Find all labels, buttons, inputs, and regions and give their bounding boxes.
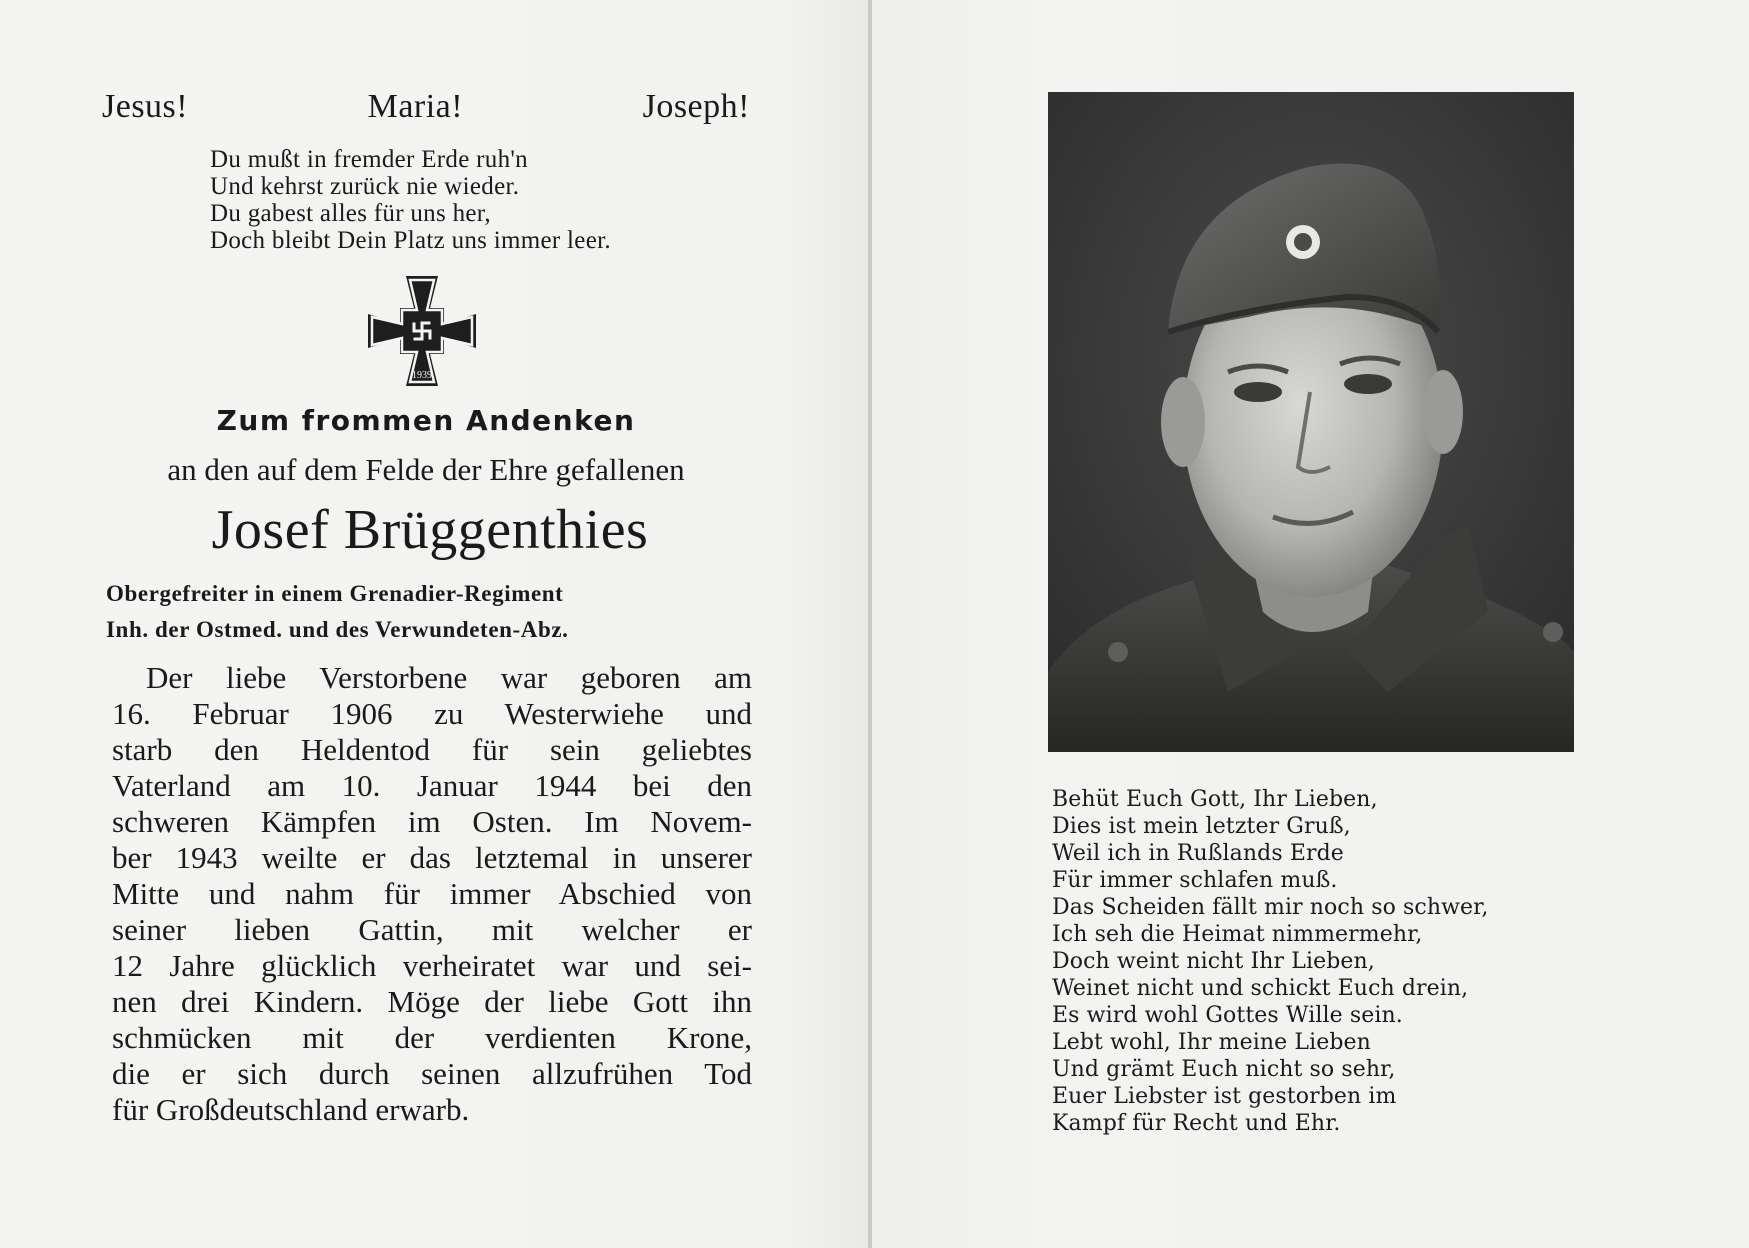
- farewell-poem-line: Und grämt Euch nicht so sehr,: [1052, 1057, 1396, 1082]
- farewell-poem-line: Behüt Euch Gott, Ihr Lieben,: [1052, 787, 1378, 812]
- biography-line: starb den Heldentod für sein geliebtes: [112, 732, 752, 767]
- deceased-name: Josef Brüggenthies: [211, 499, 649, 561]
- biography-line: Der liebe Verstorbene war geboren am: [146, 660, 752, 695]
- heading: Zum frommen Andenken: [216, 404, 636, 437]
- iron-cross-year: 1939: [412, 370, 432, 381]
- invocation-joseph: Joseph!: [642, 88, 750, 125]
- farewell-poem-line: Weil ich in Rußlands Erde: [1052, 841, 1344, 866]
- soldier-portrait-icon: [1048, 92, 1574, 752]
- invocation-maria: Maria!: [367, 88, 464, 125]
- biography-line: für Großdeutschland erwarb.: [112, 1092, 470, 1127]
- farewell-poem-line: Euer Liebster ist gestorben im: [1052, 1084, 1397, 1109]
- biography-line: die er sich durch seinen allzufrühen Tod: [112, 1056, 752, 1091]
- rank-line: Inh. der Ostmed. und des Verwundeten-Abz.: [106, 617, 569, 642]
- farewell-poem-line: Weinet nicht und schickt Euch drein,: [1052, 976, 1469, 1001]
- opening-poem-line: Du mußt in fremder Erde ruh'n: [210, 146, 528, 173]
- rank-line: Obergefreiter in einem Grenadier-Regiment: [106, 581, 564, 606]
- farewell-poem-line: Für immer schlafen muß.: [1052, 868, 1338, 893]
- invocation-jesus: Jesus!: [102, 88, 189, 125]
- opening-poem-line: Doch bleibt Dein Platz uns immer leer.: [210, 227, 611, 254]
- biography-line: Mitte und nahm für immer Abschied von: [112, 876, 752, 911]
- opening-poem-line: Du gabest alles für uns her,: [210, 200, 491, 227]
- farewell-poem: [1052, 786, 1572, 1137]
- biography-line: 16. Februar 1906 zu Westerwiehe und: [112, 696, 752, 731]
- biography-line: schmücken mit der verdienten Krone,: [112, 1020, 752, 1055]
- farewell-poem-line: Lebt wohl, Ihr meine Lieben: [1052, 1030, 1371, 1055]
- biography: [112, 660, 752, 1128]
- farewell-poem-line: Es wird wohl Gottes Wille sein.: [1052, 1003, 1403, 1028]
- subheading: an den auf dem Felde der Ehre gefallenen: [167, 452, 685, 487]
- opening-poem: [210, 146, 770, 254]
- biography-line: ber 1943 weilte er das letztemal in unserer: [112, 840, 752, 875]
- farewell-poem-line: Das Scheiden fällt mir noch so schwer,: [1052, 895, 1489, 920]
- biography-line: schweren Kämpfen im Osten. Im Novem-: [112, 804, 752, 839]
- invocation-line: [102, 88, 750, 126]
- opening-poem-line: Und kehrst zurück nie wieder.: [210, 173, 520, 200]
- iron-cross-icon: [366, 274, 478, 388]
- biography-line: 12 Jahre glücklich verheiratet war und sei-: [112, 948, 752, 983]
- rank-text: [106, 576, 756, 648]
- biography-line: nen drei Kindern. Möge der liebe Gott ihn: [112, 984, 752, 1019]
- farewell-poem-line: Kampf für Recht und Ehr.: [1052, 1111, 1341, 1136]
- farewell-poem-line: Doch weint nicht Ihr Lieben,: [1052, 949, 1375, 974]
- farewell-poem-line: Ich seh die Heimat nimmermehr,: [1052, 922, 1423, 947]
- biography-line: Vaterland am 10. Januar 1944 bei den: [112, 768, 752, 803]
- biography-line: seiner lieben Gattin, mit welcher er: [112, 912, 752, 947]
- farewell-poem-line: Dies ist mein letzter Gruß,: [1052, 814, 1351, 839]
